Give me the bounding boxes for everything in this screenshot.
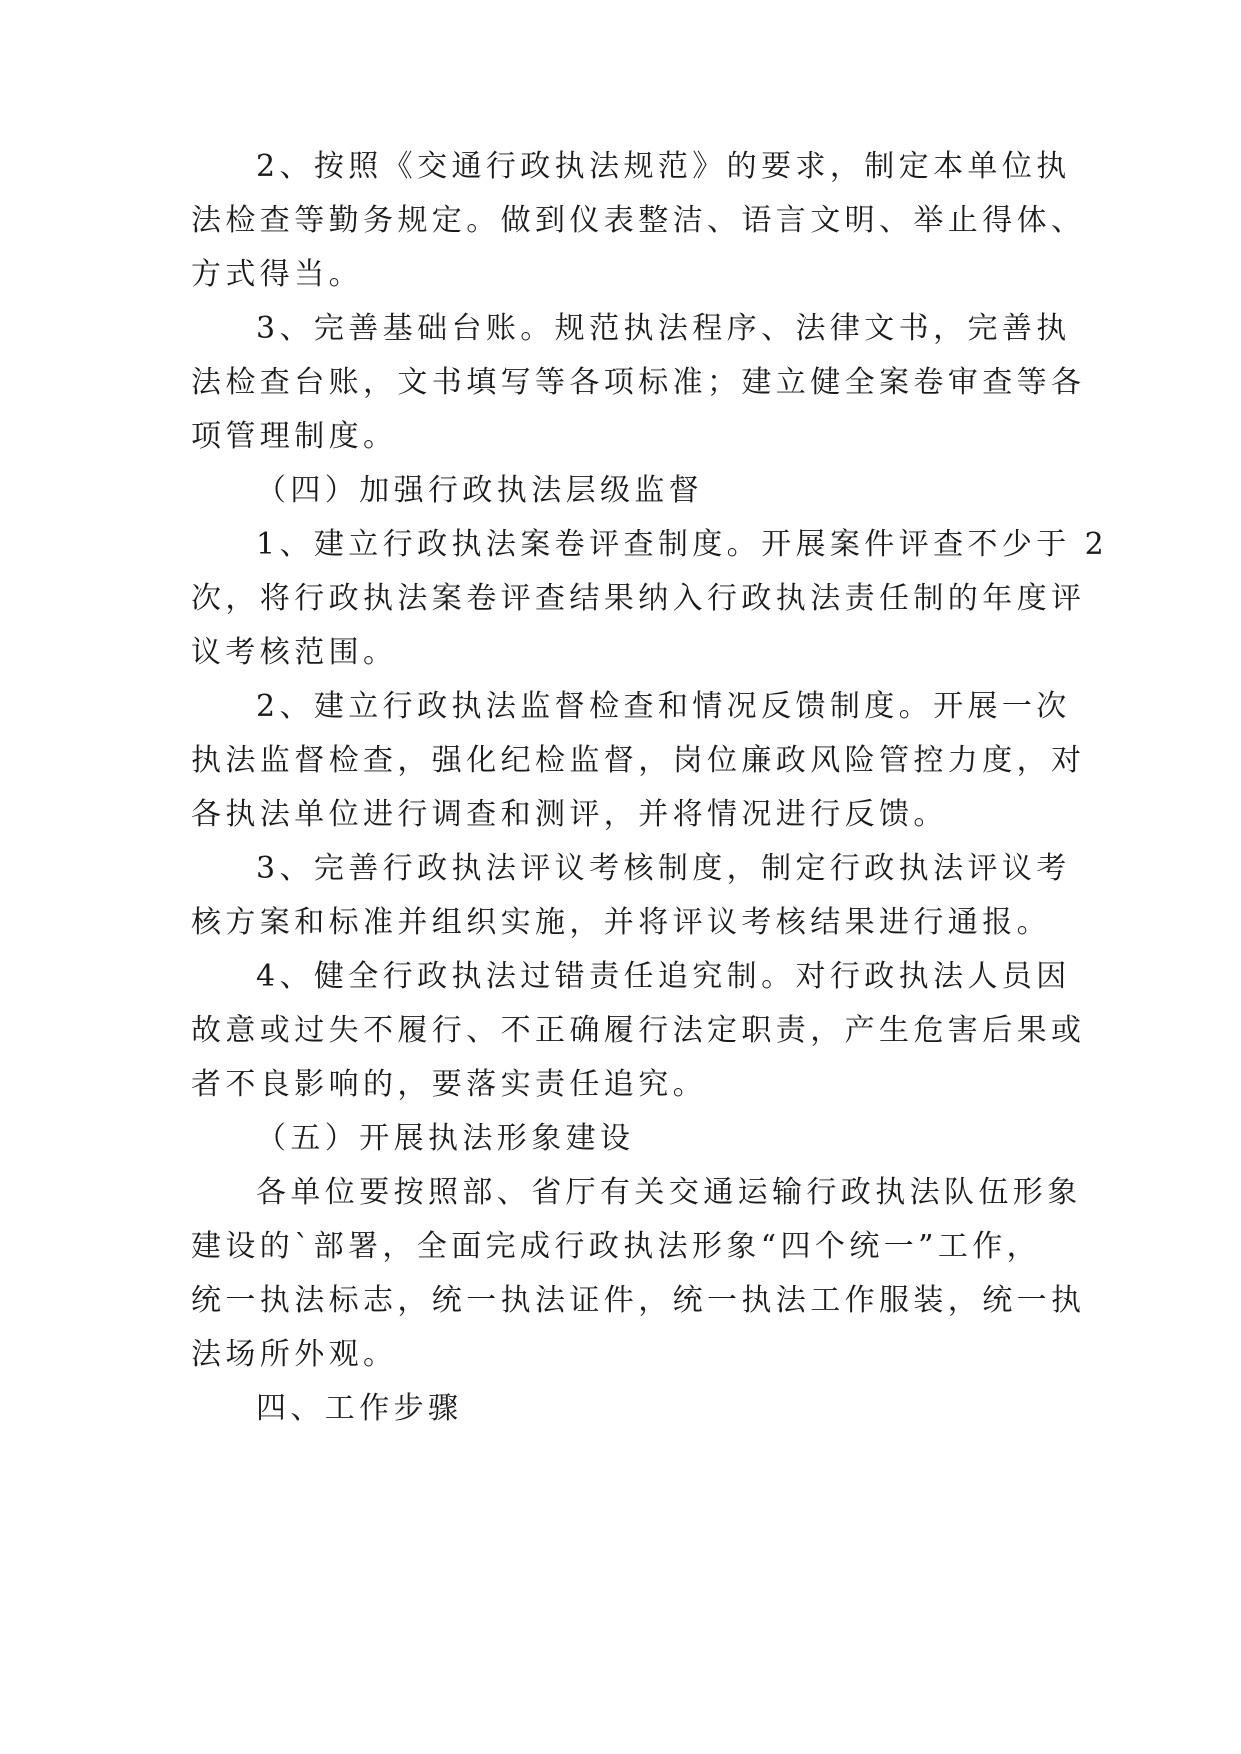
text-line: 法场所外观。 — [191, 1337, 398, 1372]
section-heading: （四）加强行政执法层级监督 — [256, 473, 704, 508]
text-line: 2、按照《交通行政执法规范》的要求，制定本单位执 — [256, 149, 1071, 184]
text-line: 法检查等勤务规定。做到仪表整洁、语言文明、举止得体、 — [191, 203, 1086, 238]
text-line: 各执法单位进行调查和测评，并将情况进行反馈。 — [191, 797, 948, 832]
text-line: 核方案和标准并组织实施，并将评议考核结果进行通报。 — [191, 905, 1051, 940]
text-line: 执法监督检查，强化纪检监督，岗位廉政风险管控力度，对 — [191, 743, 1086, 778]
section-heading: 四、工作步骤 — [256, 1391, 463, 1426]
text-line: 项管理制度。 — [191, 419, 398, 454]
text-line: 法检查台账，文书填写等各项标准；建立健全案卷审查等各 — [191, 365, 1086, 400]
text-line: 次，将行政执法案卷评查结果纳入行政执法责任制的年度评 — [191, 581, 1086, 616]
text-line: 者不良影响的，要落实责任追究。 — [191, 1067, 707, 1102]
text-line: 3、完善行政执法评议考核制度，制定行政执法评议考 — [256, 851, 1071, 886]
text-line: 议考核范围。 — [191, 635, 398, 670]
section-heading: （五）开展执法形象建设 — [256, 1121, 635, 1156]
text-line: 4、健全行政执法过错责任追究制。对行政执法人员因 — [256, 959, 1071, 994]
text-line: 3、完善基础台账。规范执法程序、法律文书，完善执 — [256, 311, 1071, 346]
text-line: 1、建立行政执法案卷评查制度。开展案件评查不少于 2 — [256, 527, 1109, 562]
text-line: 故意或过失不履行、不正确履行法定职责，产生危害后果或 — [191, 1013, 1086, 1048]
text-line: 2、建立行政执法监督检查和情况反馈制度。开展一次 — [256, 689, 1071, 724]
text-line: 方式得当。 — [191, 257, 363, 292]
text-line: 建设的`部署，全面完成行政执法形象“四个统一”工作， — [191, 1229, 1042, 1264]
text-line: 统一执法标志，统一执法证件，统一执法工作服装，统一执 — [191, 1283, 1086, 1318]
text-line: 各单位要按照部、省厅有关交通运输行政执法队伍形象 — [256, 1175, 1082, 1210]
